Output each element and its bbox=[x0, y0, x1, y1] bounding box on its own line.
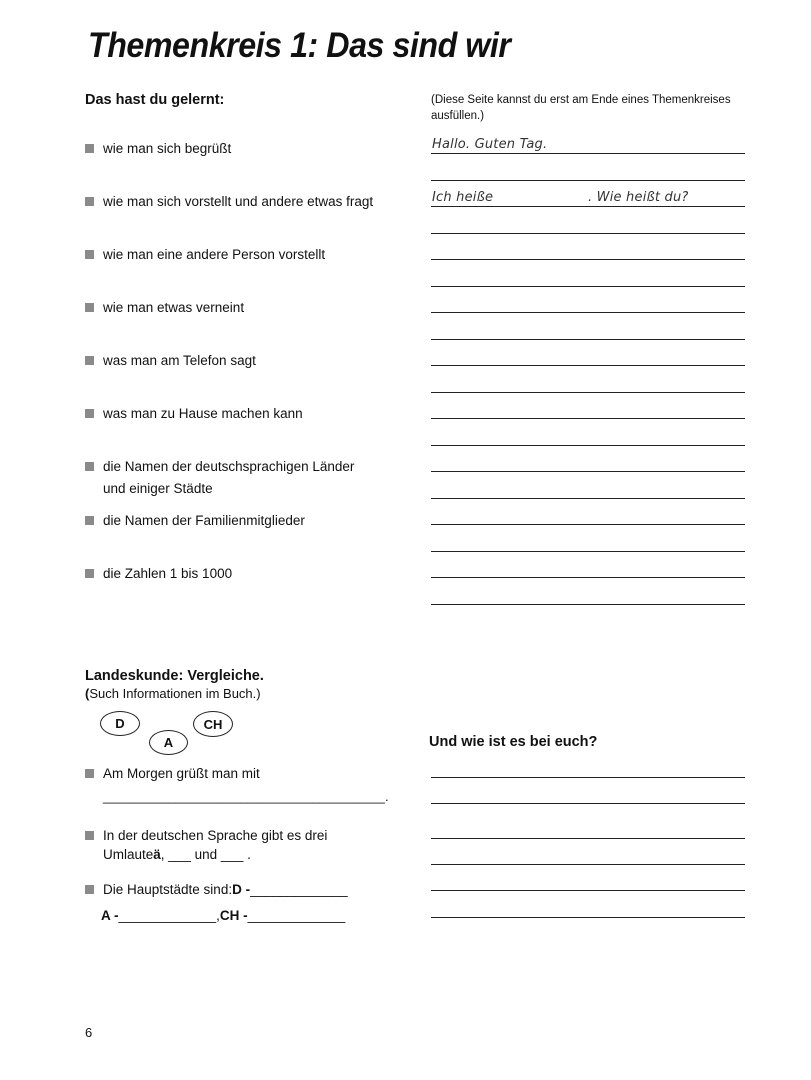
writing-line bbox=[431, 498, 745, 499]
writing-line bbox=[431, 777, 745, 778]
landeskunde-question: In der deutschen Sprache gibt es drei bbox=[85, 825, 327, 847]
square-bullet-icon bbox=[85, 197, 94, 206]
landeskunde-question: Am Morgen grüßt man mit bbox=[85, 763, 260, 785]
learned-item: die Namen der deutschsprachigen Länder bbox=[85, 456, 354, 478]
country-oval-switzerland: CH bbox=[193, 711, 233, 737]
example-intro-end: . Wie heißt du? bbox=[588, 190, 689, 205]
landeskunde-subheading: (Such Informationen im Buch.) bbox=[85, 686, 261, 701]
country-oval-germany: D bbox=[100, 711, 140, 736]
learned-heading: Das hast du gelernt: bbox=[85, 92, 225, 108]
landeskunde-heading: Landeskunde: Vergleiche. bbox=[85, 668, 264, 684]
landeskunde-question: Die Hauptstädte sind: D - _____________ bbox=[85, 879, 348, 901]
writing-line bbox=[431, 445, 745, 446]
writing-line bbox=[431, 180, 745, 181]
square-bullet-icon bbox=[85, 769, 94, 778]
landeskunde-question-continuation: Umlaute ä , ___ und ___ . bbox=[103, 847, 251, 862]
page-title: Themenkreis 1: Das sind wir bbox=[88, 26, 511, 65]
square-bullet-icon bbox=[85, 144, 94, 153]
writing-line bbox=[431, 418, 745, 419]
writing-line bbox=[431, 864, 745, 865]
learned-item: wie man sich begrüßt bbox=[85, 138, 231, 160]
writing-line bbox=[431, 339, 745, 340]
writing-line bbox=[431, 206, 745, 207]
learned-item-continuation: und einiger Städte bbox=[103, 481, 213, 496]
learned-item: die Zahlen 1 bis 1000 bbox=[85, 563, 232, 585]
compare-heading: Und wie ist es bei euch? bbox=[429, 734, 598, 750]
example-intro-start: Ich heiße bbox=[432, 190, 494, 205]
square-bullet-icon bbox=[85, 569, 94, 578]
learned-item: was man zu Hause machen kann bbox=[85, 403, 303, 425]
writing-line bbox=[431, 392, 745, 393]
writing-line bbox=[431, 577, 745, 578]
learned-item: was man am Telefon sagt bbox=[85, 350, 256, 372]
writing-line bbox=[431, 524, 745, 525]
learned-item: die Namen der Familienmitglieder bbox=[85, 510, 305, 532]
writing-line bbox=[431, 312, 745, 313]
writing-line bbox=[431, 890, 745, 891]
square-bullet-icon bbox=[85, 303, 94, 312]
learned-item: wie man eine andere Person vorstellt bbox=[85, 244, 325, 266]
example-greeting: Hallo. Guten Tag. bbox=[432, 137, 548, 152]
writing-line bbox=[431, 233, 745, 234]
writing-line bbox=[431, 471, 745, 472]
answer-blank: _______________________________________. bbox=[103, 789, 389, 804]
square-bullet-icon bbox=[85, 250, 94, 259]
writing-line bbox=[431, 153, 745, 154]
square-bullet-icon bbox=[85, 885, 94, 894]
writing-line bbox=[431, 917, 745, 918]
learned-item: wie man etwas verneint bbox=[85, 297, 244, 319]
writing-line bbox=[431, 838, 745, 839]
instruction-note: (Diese Seite kannst du erst am Ende eines Themenkreises ausfüllen.) bbox=[431, 94, 731, 122]
writing-line bbox=[431, 803, 745, 804]
square-bullet-icon bbox=[85, 356, 94, 365]
writing-line bbox=[431, 604, 745, 605]
writing-line bbox=[431, 286, 745, 287]
square-bullet-icon bbox=[85, 516, 94, 525]
learned-item: wie man sich vorstellt und andere etwas fragt bbox=[85, 191, 373, 213]
writing-line bbox=[431, 551, 745, 552]
square-bullet-icon bbox=[85, 409, 94, 418]
page-number: 6 bbox=[85, 1025, 93, 1040]
square-bullet-icon bbox=[85, 462, 94, 471]
country-oval-austria: A bbox=[149, 730, 188, 755]
square-bullet-icon bbox=[85, 831, 94, 840]
writing-line bbox=[431, 365, 745, 366]
landeskunde-question-continuation: A - _____________, CH - _____________ bbox=[101, 908, 346, 923]
writing-line bbox=[431, 259, 745, 260]
